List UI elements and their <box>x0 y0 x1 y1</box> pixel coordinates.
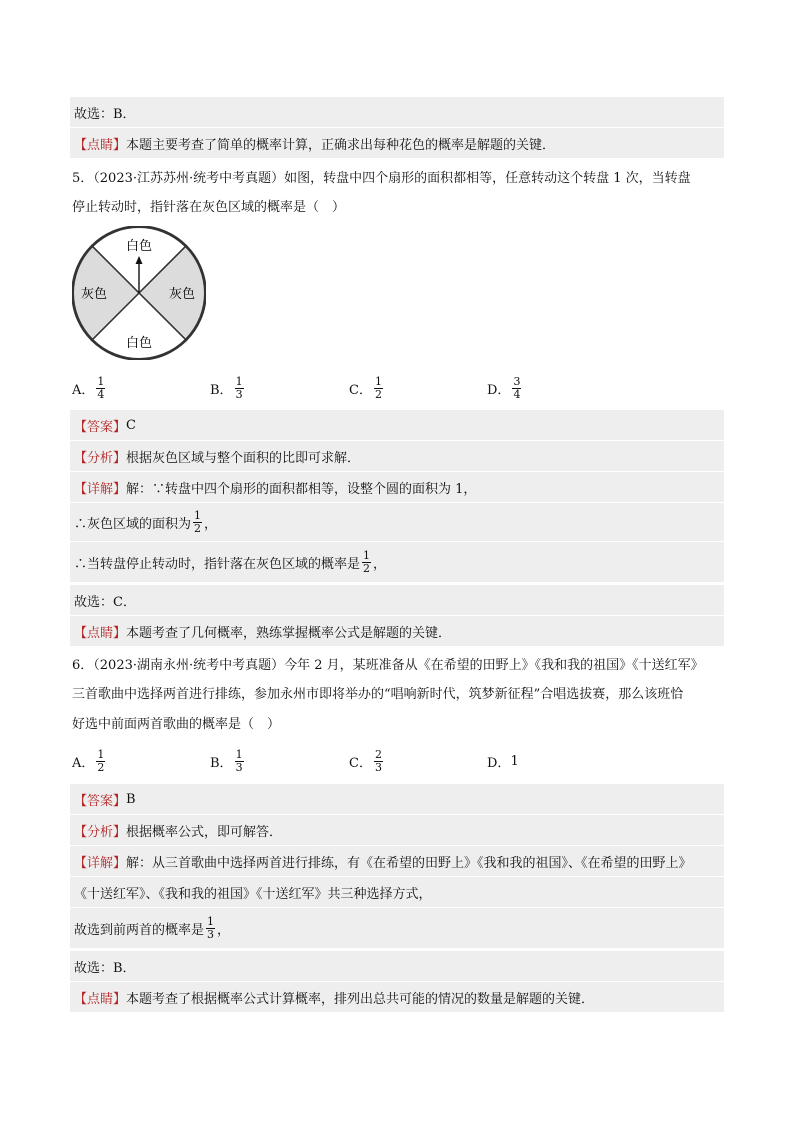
numerator: 1 <box>97 747 105 761</box>
option-letter: B． <box>210 382 233 398</box>
step-text: ∴灰色区域的面积为 <box>74 516 192 532</box>
numerator: 1 <box>235 374 243 388</box>
numerator: 1 <box>374 374 382 388</box>
fraction <box>235 749 244 774</box>
q6-option-c[interactable] <box>349 744 385 778</box>
step-text: ， <box>373 556 387 572</box>
comment-text: 本题考查了根据概率公式计算概率，排列出总共可能的情况的数量是解题的关键． <box>126 991 595 1007</box>
answer-text: B <box>126 791 136 807</box>
option-letter: A． <box>72 382 95 398</box>
comment-tag: 【点睛】 <box>74 625 127 641</box>
comment-text: 本题主要考查了简单的概率计算，正确求出每种花色的概率是解题的关键． <box>126 137 556 153</box>
q5-step1-line <box>70 503 724 541</box>
q5-stem-line2 <box>72 191 726 219</box>
step-text: ∴当转盘停止转动时，指针落在灰色区域的概率是 <box>74 556 361 572</box>
analysis-text: 根据灰色区域与整个面积的比即可求解． <box>126 450 361 466</box>
option-letter: A． <box>72 755 95 771</box>
answer-text: C <box>126 417 136 433</box>
denominator: 2 <box>194 521 202 535</box>
q4-comment-line <box>70 128 724 158</box>
q5-detail-line <box>70 472 724 502</box>
numerator: 1 <box>194 508 202 522</box>
option-letter: D． <box>487 382 511 398</box>
answer-tag: 【答案】 <box>74 419 127 435</box>
q5-option-a[interactable] <box>72 372 107 404</box>
analysis-tag: 【分析】 <box>74 824 127 840</box>
fraction <box>206 916 215 941</box>
q5-answer-line <box>70 410 724 440</box>
q6-option-a[interactable] <box>72 744 107 778</box>
fraction <box>96 376 105 401</box>
spinner-label-left: 灰色 <box>80 287 108 302</box>
analysis-text: 根据概率公式，即可解答． <box>126 824 283 840</box>
option-letter: C． <box>349 755 372 771</box>
denominator: 3 <box>207 927 215 941</box>
denominator: 3 <box>374 760 382 774</box>
q6-stem-line2 <box>72 678 726 706</box>
q5-stem-line1 <box>72 162 726 190</box>
spinner-label-right: 灰色 <box>168 287 196 302</box>
q5-choose-line <box>70 585 724 615</box>
step-text: ， <box>204 516 218 532</box>
denominator: 3 <box>235 760 243 774</box>
numerator: 1 <box>235 747 243 761</box>
q6-analysis-line <box>70 815 724 845</box>
numerator: 1 <box>207 914 215 928</box>
q6-step1-line <box>70 908 724 948</box>
stem-text: 6．（2023·湖南永州·统考中考真题）今年 2 月，某班准备从《在希望的田野上》《我和我的祖国》《十送红军》 <box>72 657 704 673</box>
choose-text: 故选：B． <box>74 106 136 122</box>
fraction <box>193 510 202 535</box>
q5-step2-line <box>70 542 724 582</box>
detail-text: 解：从三首歌曲中选择两首进行排练，有《在希望的田野上》《我和我的祖国》、《在希望的田野上》 <box>126 855 692 871</box>
q6-stem-line3 <box>72 708 726 736</box>
q6-option-b[interactable] <box>210 744 246 778</box>
numerator: 3 <box>513 374 521 388</box>
denominator: 2 <box>97 760 105 774</box>
stem-text: 三首歌曲中选择两首进行排练，参加永州市即将举办的“唱响新时代，筑梦新征程”合唱选拔赛，那么该班恰 <box>72 686 684 702</box>
denominator: 4 <box>513 387 521 401</box>
spinner-diagram <box>72 226 206 360</box>
denominator: 4 <box>97 387 105 401</box>
fraction <box>374 749 383 774</box>
detail-tag: 【详解】 <box>74 855 127 871</box>
stem-text: 5．（2023·江苏苏州·统考中考真题）如图，转盘中四个扇形的面积都相等，任意转动这个转盘 1 次，当转盘 <box>72 170 691 186</box>
q6-comment-line <box>70 982 724 1012</box>
stem-text: 好选中前面两首歌曲的概率是（ ） <box>72 716 281 732</box>
denominator: 2 <box>374 387 382 401</box>
denominator: 2 <box>363 561 371 575</box>
numerator: 1 <box>363 548 371 562</box>
q5-option-d[interactable] <box>487 372 523 404</box>
q6-choose-line <box>70 951 724 981</box>
option-letter: B． <box>210 755 233 771</box>
detail-text: 解：∵转盘中四个扇形的面积都相等，设整个圆的面积为 1， <box>126 481 477 497</box>
spinner-label-bottom: 白色 <box>125 336 153 351</box>
step-text: ， <box>217 922 231 938</box>
numerator: 2 <box>374 747 382 761</box>
option-letter: C． <box>349 382 372 398</box>
q6-stem-line1 <box>72 649 726 677</box>
option-value: 1 <box>510 753 519 769</box>
comment-tag: 【点睛】 <box>74 991 127 1007</box>
spinner-label-top: 白色 <box>125 239 153 254</box>
q6-option-d[interactable] <box>487 744 519 778</box>
fraction <box>362 550 371 575</box>
fraction <box>96 749 105 774</box>
choose-text: 故选：B． <box>74 960 136 976</box>
q6-detail-line2 <box>70 877 724 907</box>
q5-analysis-line <box>70 441 724 471</box>
q5-option-c[interactable] <box>349 372 385 404</box>
detail-text: 《十送红军》、《我和我的祖国》《十送红军》共三种选择方式， <box>74 886 432 902</box>
q5-comment-line <box>70 616 724 646</box>
comment-tag: 【点睛】 <box>74 137 127 153</box>
step-text: 故选到前两首的概率是 <box>74 922 205 938</box>
q5-option-b[interactable] <box>210 372 246 404</box>
comment-text: 本题考查了几何概率，熟练掌握概率公式是解题的关键． <box>126 625 452 641</box>
option-letter: D． <box>487 755 511 771</box>
answer-tag: 【答案】 <box>74 793 127 809</box>
fraction <box>374 376 383 401</box>
q6-answer-line <box>70 784 724 814</box>
q6-detail-line <box>70 846 724 876</box>
denominator: 3 <box>235 387 243 401</box>
fraction <box>512 376 521 401</box>
stem-text: 停止转动时，指针落在灰色区域的概率是（ ） <box>72 199 346 215</box>
detail-tag: 【详解】 <box>74 481 127 497</box>
analysis-tag: 【分析】 <box>74 450 127 466</box>
numerator: 1 <box>97 374 105 388</box>
q4-choose-line <box>70 97 724 127</box>
fraction <box>235 376 244 401</box>
choose-text: 故选：C． <box>74 594 136 610</box>
